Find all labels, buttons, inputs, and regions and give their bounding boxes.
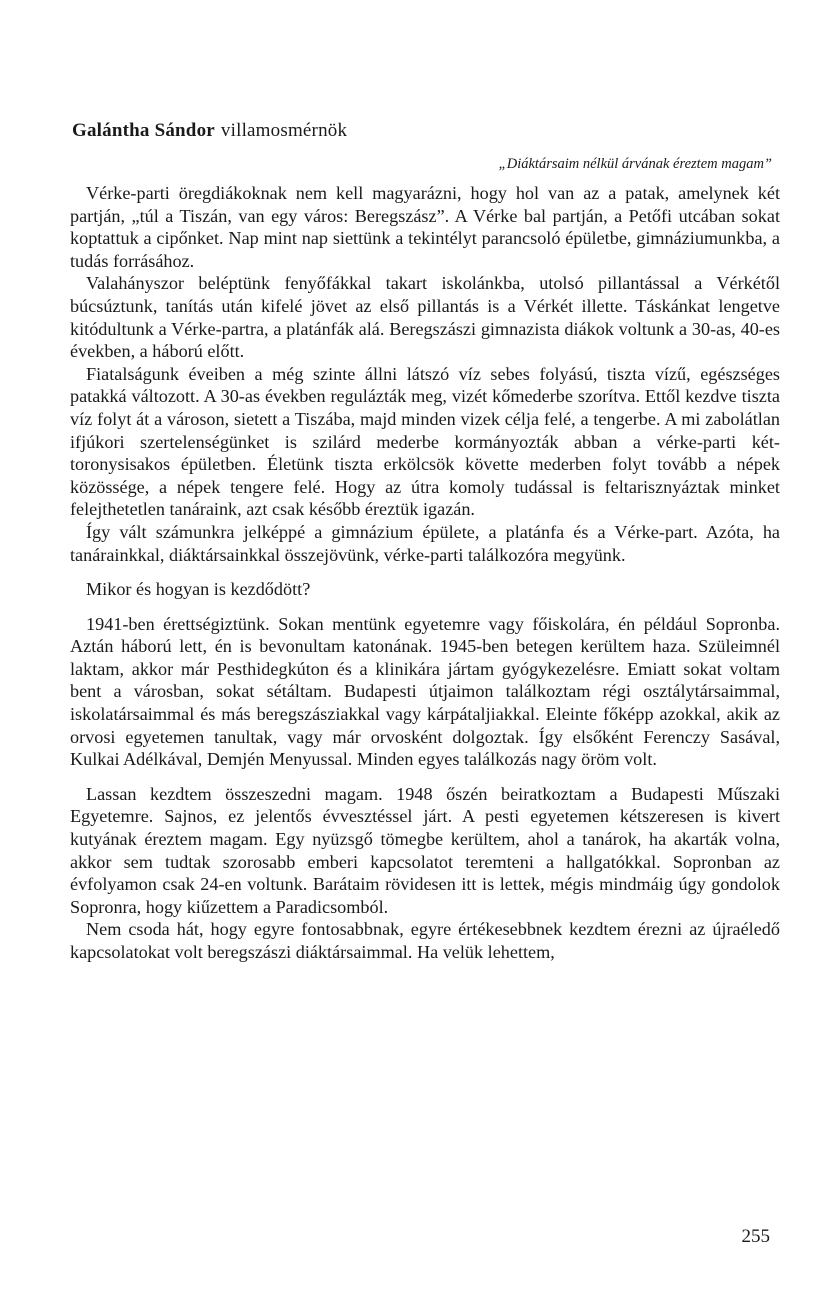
page-number: 255	[741, 1226, 770, 1247]
paragraph: Valahányszor beléptünk fenyőfákkal takart iskolánkba, utolsó pillantással a Vérkétől búcsúztunk, tanítás után kifelé jövet az első pillantás is a Vérkét illette. Táskánkat lengetve kitódultunk a Vérke-partra, a platánfák alá. Beregszászi gimnazista diákok voltunk a 30-as, 40-es években, a háború előtt.	[70, 273, 780, 362]
chapter-header	[72, 120, 347, 142]
paragraph: Nem csoda hát, hogy egyre fontosabbnak, egyre értékesebbnek kezdtem érezni az újraéledő kapcsolatokat volt beregszászi diáktársaimmal. Ha velük lehettem,	[70, 919, 780, 962]
paragraph: Vérke-parti öregdiákoknak nem kell magyarázni, hogy hol van az a patak, amelynek két partján, „túl a Tiszán, van egy város: Beregszász”. A Vérke bal partján, a Petőfi utcában sokat koptattuk a cipőnket. Nap mint nap siettünk a tekintélyt parancsoló épületbe, gimnáziumunkba, a tudás forrásához.	[70, 183, 780, 271]
paragraph: Fiatalságunk éveiben a még szinte állni látszó víz sebes folyású, tiszta vízű, egészséges patakká változott. A 30-as években regulázták meg, vizét kőmederbe szorítva. Ettől kezdve tiszta víz folyt át a városon, sietett a Tiszába, majd minden vizek célja felé, a tengerbe. A mi zabolátlan ifjúkori szertelenségünket is szilárd mederbe kormányozták abban a vérke-parti két-toronysisakos épületben. Életünk tiszta erkölcsök követte mederben folyt tovább a népek közössége, a népek tengere felé. Hogy az útra komoly tudással is feltarisznyáztak minket felejthetetlen tanáraink, azt csak később éreztük igazán.	[70, 363, 780, 520]
author-name: Galántha Sándor	[72, 120, 215, 141]
paragraph: Lassan kezdtem összeszedni magam. 1948 őszén beiratkoztam a Budapesti Műszaki Egyetemre. Sajnos, ez jelentős évvesztéssel járt. A pesti egyetemen kétszeresen is kivert kutyának éreztem magam. Egy nyüzsgő tömegbe kerültem, ahol a tanárok, ha akarták volna, akkor sem tudtak szorosabb emberi kapcsolatot teremteni a hallgatókkal. Sopronban az évfolyamon csak 24-en voltunk. Barátaim rövidesen itt is lettek, mégis mindmáig úgy gondolok Sopronra, hogy kiűzettem a Paradicsomból.	[70, 783, 780, 917]
paragraph: Mikor és hogyan is kezdődött?	[86, 579, 311, 600]
paragraph: Így vált számunkra jelképpé a gimnázium épülete, a platánfa és a Vérke-part. Azóta, ha tanárainkkal, diáktársainkkal összejövünk, vérke-parti találkozóra megyünk.	[70, 521, 780, 565]
author-profession: villamosmérnök	[220, 120, 348, 141]
paragraph: 1941-ben érettségiztünk. Sokan mentünk egyetemre vagy főiskolára, én például Sopronba. Aztán háború lett, én is bevonultam katonának. 1945-ben betegen kerültem haza. Szüleimnél laktam, akkor már Pesthidegkúton és a klinikára jártam gyógykezelésre. Emiatt sokat voltam bent a városban, sokat sétáltam. Budapesti útjaimon találkoztam régi osztálytársaimmal, iskolatársaimmal és más beregszásziakkal vagy kárpátaljiakkal. Eleinte főképp azokkal, akik az orvosi egyetemen tanultak, vagy már orvosként dolgoztak. Így elsőként Ferenczy Sasával, Kulkai Adélkával, Demjén Menyussal. Minden egyes találkozás nagy öröm volt.	[70, 613, 780, 770]
chapter-motto: „Diáktársaim nélkül árvának éreztem magam”	[498, 156, 772, 172]
body-text	[70, 182, 780, 964]
